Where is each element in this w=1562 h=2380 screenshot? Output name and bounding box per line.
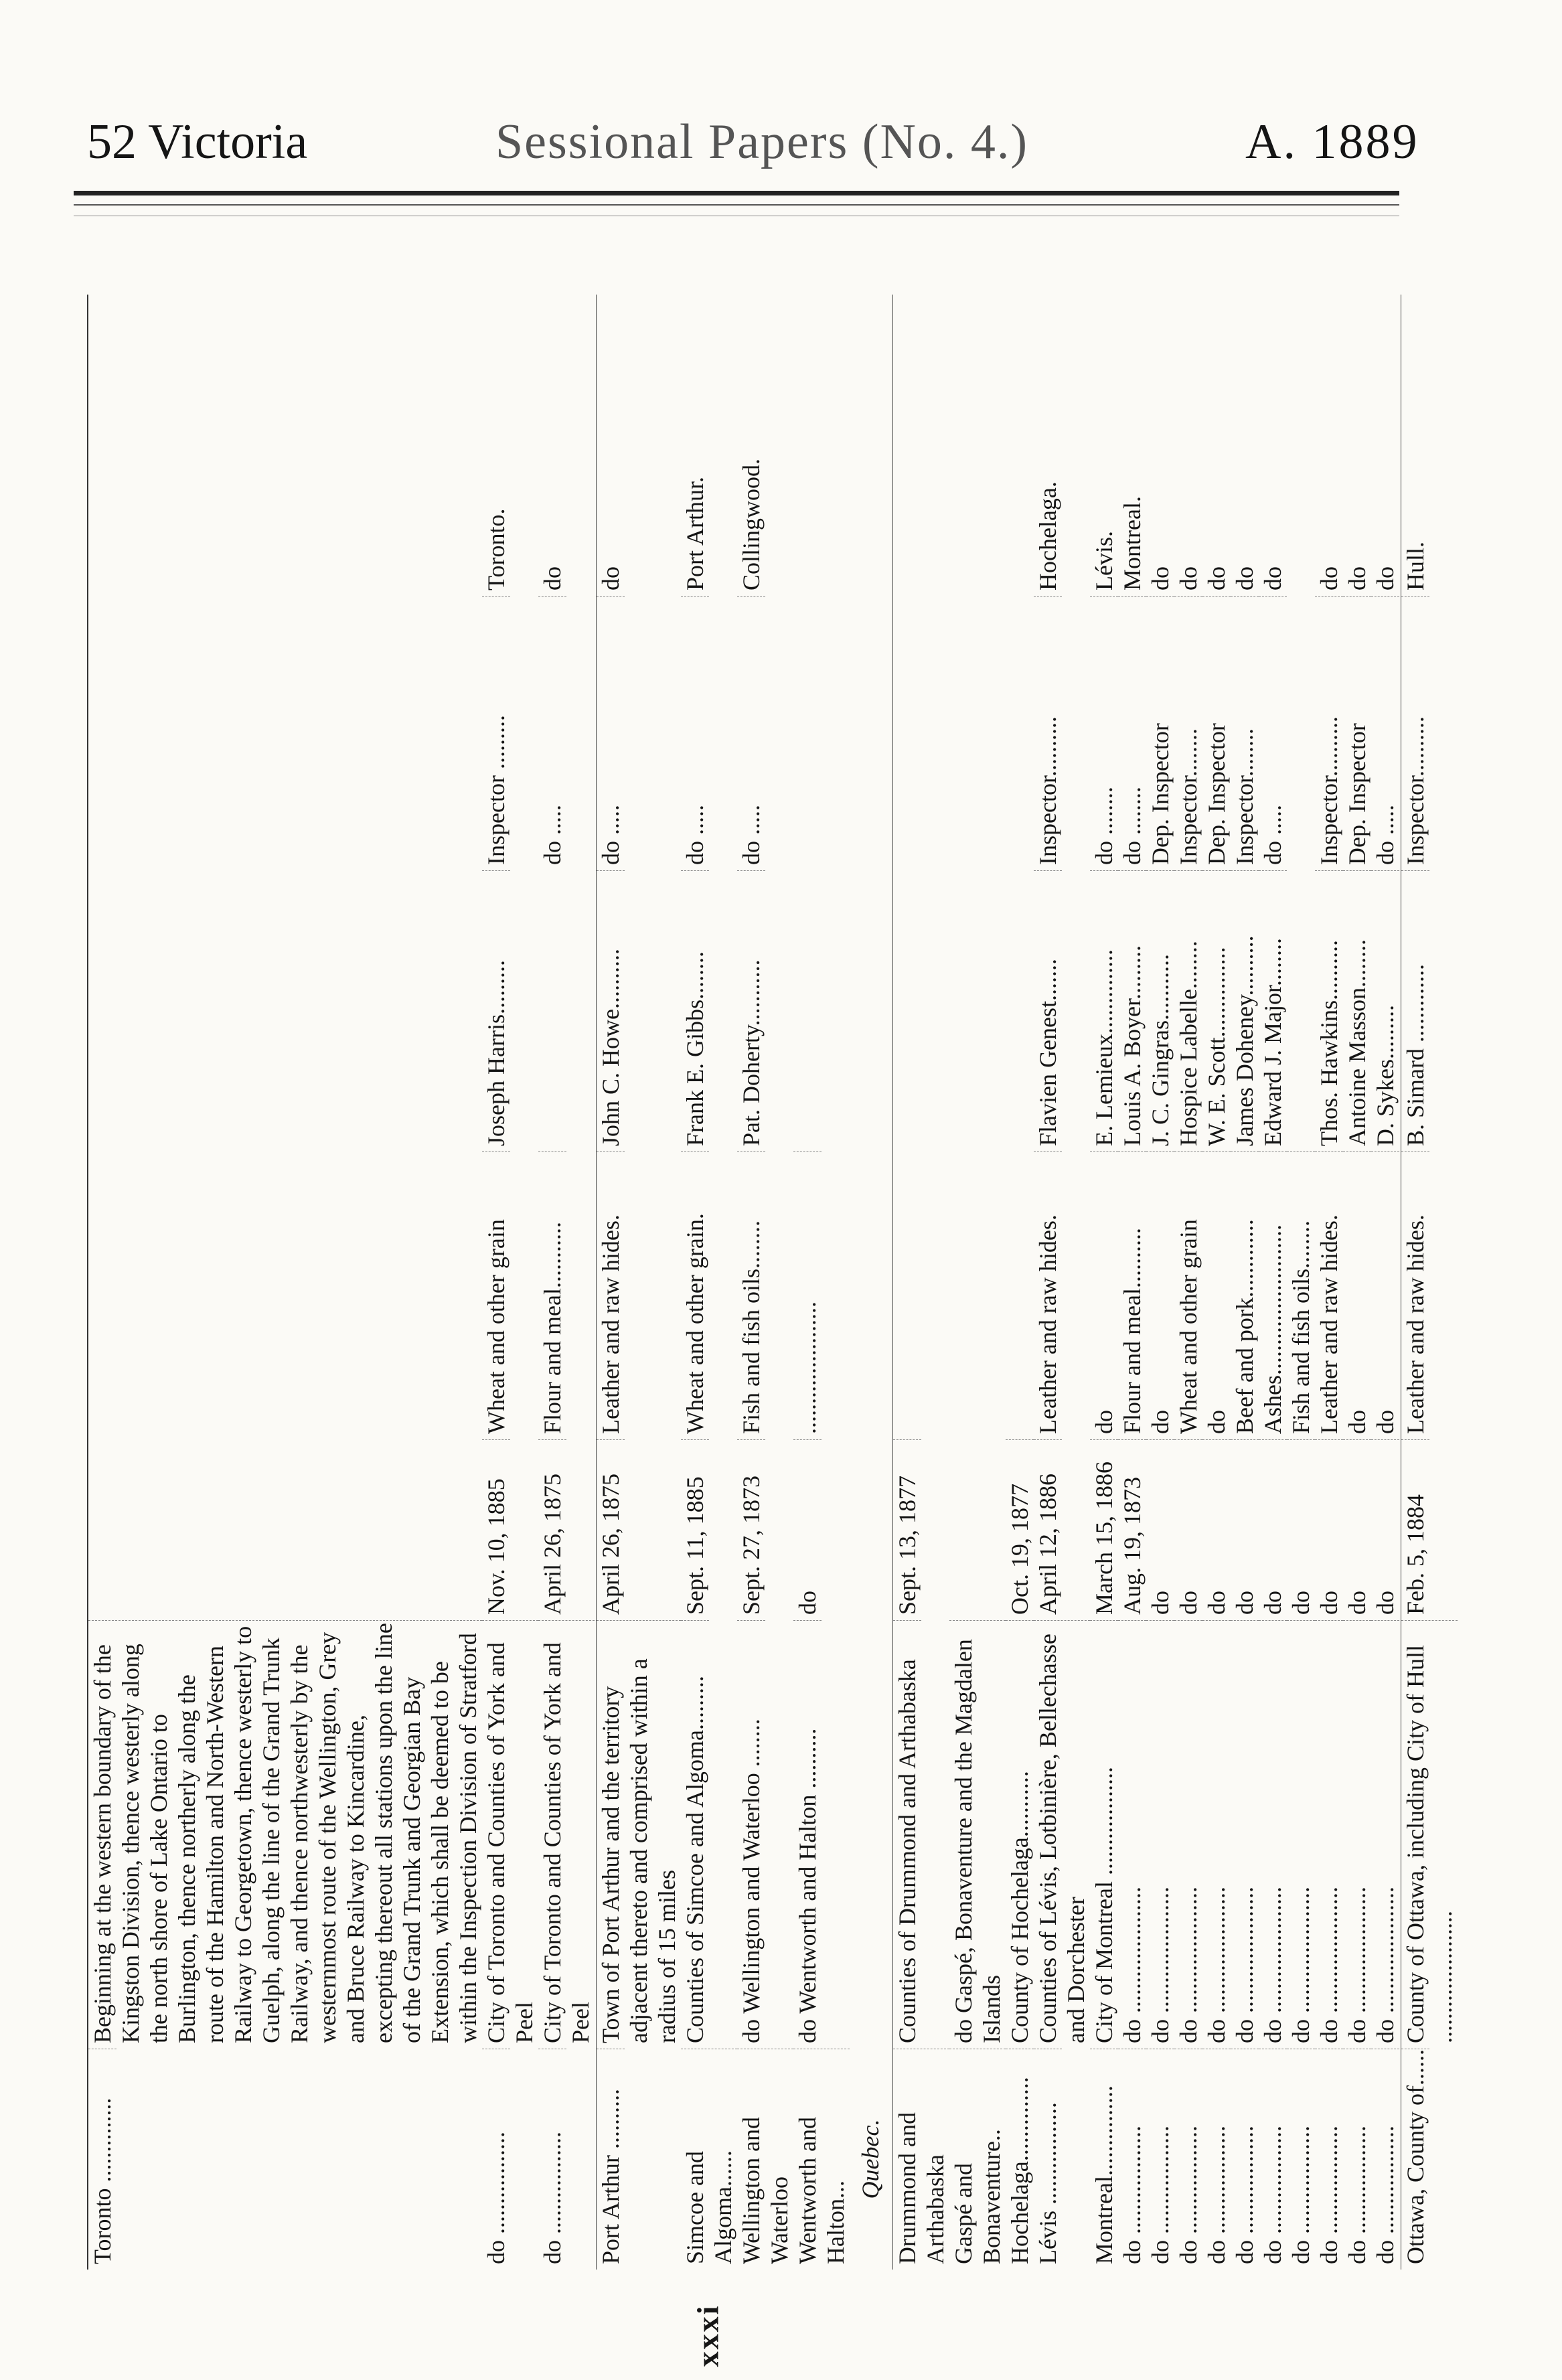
table-row <box>87 295 482 2270</box>
territory-cell: do ..................... <box>1343 1620 1371 2049</box>
office-cell: do ..... <box>681 596 709 870</box>
table-row <box>596 295 681 2270</box>
article-cell: Wheat and other grain. <box>681 1152 709 1439</box>
article-cell: Flour and meal.......... <box>1118 1152 1146 1439</box>
header-rule-thick <box>74 191 1399 195</box>
header-year: A. 1889 <box>1245 114 1419 169</box>
territory-cell: do ..................... <box>1174 1620 1202 2049</box>
division-cell: do .................. <box>1287 2049 1315 2270</box>
inspector-name-cell: Joseph Harris......... <box>482 870 510 1152</box>
territory-cell: do Wellington and Waterloo ........ <box>737 1620 765 2049</box>
date-cell: Sept. 27, 1873 <box>737 1439 765 1620</box>
table-row <box>1034 295 1090 2270</box>
territory-cell: do ..................... <box>1315 1620 1343 2049</box>
office-cell: Inspector........ <box>1174 596 1202 870</box>
article-cell: Beef and pork............. <box>1231 1152 1259 1439</box>
header-sessional-papers: Sessional Papers (No. 4.) <box>495 114 1029 169</box>
office-cell: do ........ <box>1090 596 1118 870</box>
article-cell: Fish and fish oils........ <box>737 1152 765 1439</box>
date-cell: do <box>1315 1439 1343 1620</box>
division-cell: do .................. <box>1343 2049 1371 2270</box>
residence-cell: do <box>1259 566 1286 590</box>
inspector-name-cell: Hospice Labelle........ <box>1174 870 1202 1152</box>
division-cell: Gaspé and Bonaventure.. <box>949 2049 1006 2270</box>
table-row <box>1146 295 1174 2270</box>
office-cell: Inspector.......... <box>1401 596 1429 870</box>
table-row <box>1202 295 1231 2270</box>
territory-cell: Counties of Drummond and Arthabaska <box>893 1620 921 2049</box>
inspector-name-cell: E. Lemieux.............. <box>1090 870 1118 1152</box>
table-row <box>681 295 737 2270</box>
date-cell: do <box>1174 1439 1202 1620</box>
residence-cell: do <box>1372 566 1399 590</box>
division-cell: do .................. <box>1371 2049 1399 2270</box>
territory-cell: do ..................... <box>1146 1620 1174 2049</box>
territory-cell: County of Ottawa, including City of Hull ...................... <box>1401 1620 1458 2049</box>
division-cell: Lévis ................. <box>1034 2049 1062 2270</box>
article-cell: Fish and fish oils........ <box>1287 1152 1315 1439</box>
residence-cell: do <box>1147 566 1174 590</box>
table-row <box>737 295 793 2270</box>
date-cell: do <box>1343 1439 1371 1620</box>
section-heading-quebec: Quebec. <box>857 2119 884 2199</box>
article-cell: Ashes......................... <box>1259 1152 1287 1439</box>
division-cell: do .................. <box>1146 2049 1174 2270</box>
residence-cell: do <box>1344 566 1371 590</box>
territory-cell: do ..................... <box>1259 1620 1287 2049</box>
residence-cell: Hull. <box>1402 541 1429 590</box>
date-cell: Aug. 19, 1873 <box>1118 1439 1146 1620</box>
office-cell: do ..... <box>737 596 765 870</box>
territory-cell: County of Hochelaga........... <box>1006 1620 1034 2049</box>
residence-cell: Hochelaga. <box>1034 481 1061 590</box>
residence-cell: do <box>1231 566 1258 590</box>
article-cell: Wheat and other grain <box>482 1152 510 1439</box>
territory-cell: do ..................... <box>1371 1620 1399 2049</box>
table-row <box>1174 295 1202 2270</box>
table-row <box>1118 295 1146 2270</box>
office-cell: Inspector.......... <box>1315 596 1343 870</box>
table-row <box>1401 295 1458 2270</box>
date-cell: April 26, 1875 <box>538 1439 566 1620</box>
inspector-name-cell: James Doheney.......... <box>1231 870 1259 1152</box>
date-cell: do <box>1371 1439 1399 1620</box>
territory-cell: City of Toronto and Counties of York and Peel <box>482 1620 538 2049</box>
residence-cell: Port Arthur. <box>682 476 708 590</box>
article-cell: ...................... <box>793 1152 822 1439</box>
article-cell: Leather and raw hides. <box>1034 1152 1062 1439</box>
territory-cell: do Gaspé, Bonaventure and the Magdalen Islands <box>949 1620 1006 2049</box>
inspector-name-cell: Louis A. Boyer......... <box>1118 870 1146 1152</box>
inspector-name-cell: Antoine Masson........ <box>1343 870 1371 1152</box>
page-number: xxxi <box>690 2304 725 2367</box>
article-cell: Wheat and other grain <box>1174 1152 1202 1439</box>
office-cell: Inspector ......... <box>482 596 510 870</box>
territory-cell: do ..................... <box>1231 1620 1259 2049</box>
table-row <box>1006 295 1034 2270</box>
date-cell: April 12, 1886 <box>1034 1439 1062 1620</box>
article-cell: Leather and raw hides. <box>1315 1152 1343 1439</box>
date-cell: do <box>1287 1439 1315 1620</box>
office-cell: Inspector........ <box>1231 596 1259 870</box>
article-cell: do <box>1343 1152 1371 1439</box>
date-cell: March 15, 1886 <box>1090 1439 1118 1620</box>
table-row <box>793 295 850 2270</box>
table-row <box>538 295 595 2270</box>
article-cell: do <box>1146 1152 1174 1439</box>
territory-cell: Beginning at the western boundary of the Kingston Division, thence westerly along the north shore of Lake Ontario to Burlington, thence northerly along the route of the Hamilton and North-Western Railway to Georgetown, thence westerly to Guelph, along the line of the Grand Trunk Railway, and thence northwesterly by the westernmost route of the Wellington, Grey and Bruce Railway to Kincardine, excepting thereout all stations upon the line of the Grand Trunk and Georgian Bay Extension, which shall be deemed to be within the Inspection Division of Stratford <box>88 1620 482 2049</box>
article-cell: Flour and meal........... <box>538 1152 566 1439</box>
territory-cell: do ..................... <box>1118 1620 1146 2049</box>
division-cell: Wentworth and Halton... <box>793 2049 850 2270</box>
date-cell: do <box>1231 1439 1259 1620</box>
header-rule-thin <box>74 204 1399 206</box>
office-cell: Dep. Inspector <box>1202 596 1231 870</box>
date-cell: do <box>1202 1439 1231 1620</box>
article-cell: do <box>1090 1152 1118 1439</box>
residence-cell: do <box>539 566 566 590</box>
table-row <box>1287 295 1315 2270</box>
date-cell: Sept. 13, 1877 <box>893 1439 921 1620</box>
residence-cell: Montreal. <box>1119 496 1146 590</box>
inspector-name-cell: Flavien Genest....... <box>1034 870 1062 1152</box>
territory-cell: City of Toronto and Counties of York and Peel <box>538 1620 595 2049</box>
residence-cell: Toronto. <box>483 508 510 590</box>
inspector-name-cell: D. Sykes......... <box>1371 870 1399 1152</box>
date-cell: do <box>793 1439 822 1620</box>
division-cell: do ................. <box>538 2049 566 2270</box>
date-cell: April 26, 1875 <box>597 1439 625 1620</box>
division-cell: do .................. <box>1174 2049 1202 2270</box>
date-cell: do <box>1146 1439 1174 1620</box>
inspector-name-cell: B. Simard ............. <box>1401 870 1429 1152</box>
office-cell: do ..... <box>538 596 566 870</box>
article-cell: Leather and raw hides. <box>597 1152 625 1439</box>
division-cell: Toronto .............. <box>88 2049 116 2270</box>
office-cell: do ..... <box>597 596 625 870</box>
territory-cell: do ..................... <box>1287 1620 1315 2049</box>
table-row <box>949 295 1006 2270</box>
inspection-divisions-table <box>87 295 1457 2270</box>
office-cell: Dep. Inspector <box>1146 596 1174 870</box>
residence-cell: do <box>1316 566 1342 590</box>
table-row <box>1231 295 1259 2270</box>
date-cell: Feb. 5, 1884 <box>1401 1439 1429 1620</box>
division-cell: Simcoe and Algoma...... <box>681 2049 737 2270</box>
division-cell: Ottawa, County of...... <box>1401 2049 1429 2270</box>
division-cell: Montreal............... <box>1090 2049 1118 2270</box>
office-cell: do ..... <box>1259 596 1287 870</box>
table-row <box>1371 295 1399 2270</box>
residence-cell: do <box>1175 566 1202 590</box>
division-cell: Drummond and Arthabaska <box>893 2049 949 2270</box>
office-cell: Dep. Inspector <box>1343 596 1371 870</box>
article-cell: do <box>1202 1152 1231 1439</box>
division-cell: do .................. <box>1315 2049 1343 2270</box>
division-cell: Hochelaga.............. <box>1006 2049 1034 2270</box>
table-row <box>1090 295 1118 2270</box>
division-cell: do ................. <box>482 2049 510 2270</box>
table-row <box>1259 295 1287 2270</box>
residence-cell: do <box>1203 566 1230 590</box>
division-cell: do .................. <box>1118 2049 1146 2270</box>
office-cell: do ..... <box>1371 596 1399 870</box>
table-row <box>850 295 891 2270</box>
territory-cell: City of Montreal .................. <box>1090 1620 1118 2049</box>
residence-cell: Lévis. <box>1091 531 1117 590</box>
residence-cell: Collingwood. <box>738 458 765 590</box>
territory-cell: Town of Port Arthur and the territory adjacent thereto and comprised within a radius of 15 miles <box>597 1620 681 2049</box>
office-cell: do ........ <box>1118 596 1146 870</box>
inspector-name-cell: Pat. Doherty........... <box>737 870 765 1152</box>
territory-cell: do Wentworth and Halton .......... <box>793 1620 822 2049</box>
inspector-name-cell: John C. Howe.......... <box>597 870 625 1152</box>
date-cell: Nov. 10, 1885 <box>482 1439 510 1620</box>
date-cell: do <box>1259 1439 1287 1620</box>
article-cell: Leather and raw hides. <box>1401 1152 1429 1439</box>
inspector-name-cell: Edward J. Major........ <box>1259 870 1287 1152</box>
residence-cell: do <box>597 566 624 590</box>
division-cell: do .................. <box>1231 2049 1259 2270</box>
office-cell: Inspector.......... <box>1034 596 1062 870</box>
division-cell: do .................. <box>1202 2049 1231 2270</box>
table-row <box>1315 295 1343 2270</box>
division-cell: do .................. <box>1259 2049 1287 2270</box>
date-cell: Sept. 11, 1885 <box>681 1439 709 1620</box>
date-cell: Oct. 19, 1877 <box>1006 1439 1034 1620</box>
territory-cell: do ..................... <box>1202 1620 1231 2049</box>
territory-cell: Counties of Lévis, Lotbinière, Bellechasse and Dorchester <box>1034 1620 1090 2049</box>
division-cell: Wellington and Waterloo <box>737 2049 793 2270</box>
inspector-name-cell: W. E. Scott............... <box>1202 870 1231 1152</box>
article-cell: do <box>1371 1152 1399 1439</box>
territory-cell: Counties of Simcoe and Algoma......... <box>681 1620 709 2049</box>
inspector-name-cell: Frank E. Gibbs........ <box>681 870 709 1152</box>
table-row <box>1343 295 1371 2270</box>
inspector-name-cell: Thos. Hawkins.......... <box>1315 870 1343 1152</box>
table-row <box>892 295 949 2270</box>
table-row <box>482 295 538 2270</box>
division-cell: Port Arthur .......... <box>597 2049 625 2270</box>
header-volume: 52 Victoria <box>87 114 308 169</box>
inspector-name-cell: J. C. Gingras........... <box>1146 870 1174 1152</box>
